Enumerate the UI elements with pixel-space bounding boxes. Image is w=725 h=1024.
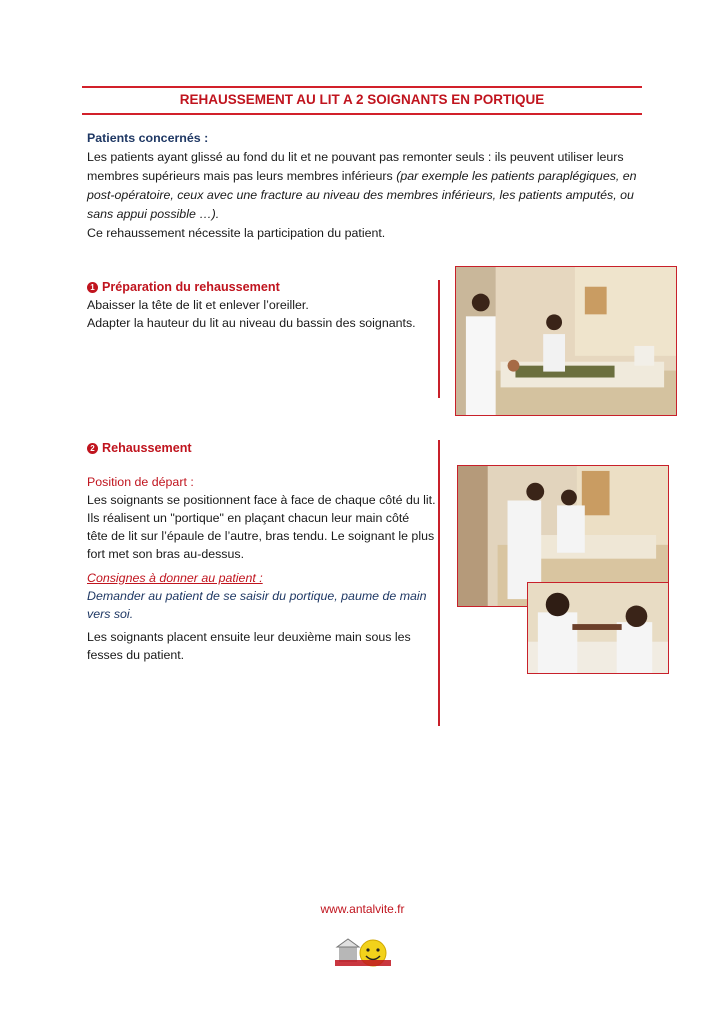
- number-badge: 1: [87, 282, 98, 293]
- intro-italic: sans appui possible …).: [87, 207, 220, 221]
- instructions-block: [87, 569, 427, 623]
- text-line: tête de lit sur l’épaule de l’autre, bras tendu. Le soignant le plus: [87, 529, 435, 543]
- instructions-line: vers soi.: [87, 607, 134, 621]
- intro-block: [87, 129, 637, 243]
- final-step-block: [87, 628, 411, 664]
- title-rule-top: [82, 86, 642, 88]
- intro-line: [87, 205, 637, 224]
- text-line: Adapter la hauteur du lit au niveau du bassin des soignants.: [87, 316, 416, 330]
- section2-heading: [87, 441, 192, 455]
- section1-text: [87, 296, 416, 332]
- intro-label: Patients concernés :: [87, 131, 209, 145]
- section1-heading-text: Préparation du rehaussement: [102, 280, 280, 294]
- text-line: Les soignants se positionnent face à face de chaque côté du lit.: [87, 493, 436, 507]
- intro-italic: post-opératoire, ceux avec une fracture au niveau des membres inférieurs, les patients amputés, ou: [87, 188, 634, 202]
- text-line: Les soignants placent ensuite leur deuxième main sous les: [87, 630, 411, 644]
- start-position-block: [87, 473, 436, 563]
- intro-line: [87, 186, 637, 205]
- preparation-photo: [455, 266, 677, 416]
- intro-text: membres supérieurs mais pas leurs membres inférieurs: [87, 169, 397, 183]
- text-line: Ils réalisent un "portique" en plaçant chacun leur main côté: [87, 511, 410, 525]
- intro-line: [87, 167, 637, 186]
- antalvite-logo: [335, 938, 391, 968]
- page-title: REHAUSSEMENT AU LIT A 2 SOIGNANTS EN PORTIQUE: [179, 92, 545, 107]
- instructions-photo: [527, 582, 669, 674]
- section1-heading: [87, 280, 280, 294]
- number-badge: 2: [87, 443, 98, 454]
- text-line: fort met son bras au-dessus.: [87, 547, 245, 561]
- intro-line: Ce rehaussement nécessite la participation du patient.: [87, 226, 386, 240]
- instructions-line: Demander au patient de se saisir du portique, paume de main: [87, 589, 427, 603]
- text-line: fesses du patient.: [87, 648, 185, 662]
- text-line: Abaisser la tête de lit et enlever l’oreiller.: [87, 298, 309, 312]
- section2-heading-text: Rehaussement: [102, 441, 192, 455]
- intro-italic: (par exemple les patients paraplégiques, en: [396, 169, 637, 183]
- divider-line: [438, 440, 440, 726]
- footer-url[interactable]: www.antalvite.fr: [320, 902, 405, 916]
- intro-line: Les patients ayant glissé au fond du lit et ne pouvant pas remonter seuls : ils peuvent utiliser leurs: [87, 150, 624, 164]
- instructions-label: Consignes à donner au patient :: [87, 571, 263, 585]
- start-position-label: Position de départ :: [87, 475, 194, 489]
- title-rule-bottom: [82, 113, 642, 115]
- divider-line: [438, 280, 440, 398]
